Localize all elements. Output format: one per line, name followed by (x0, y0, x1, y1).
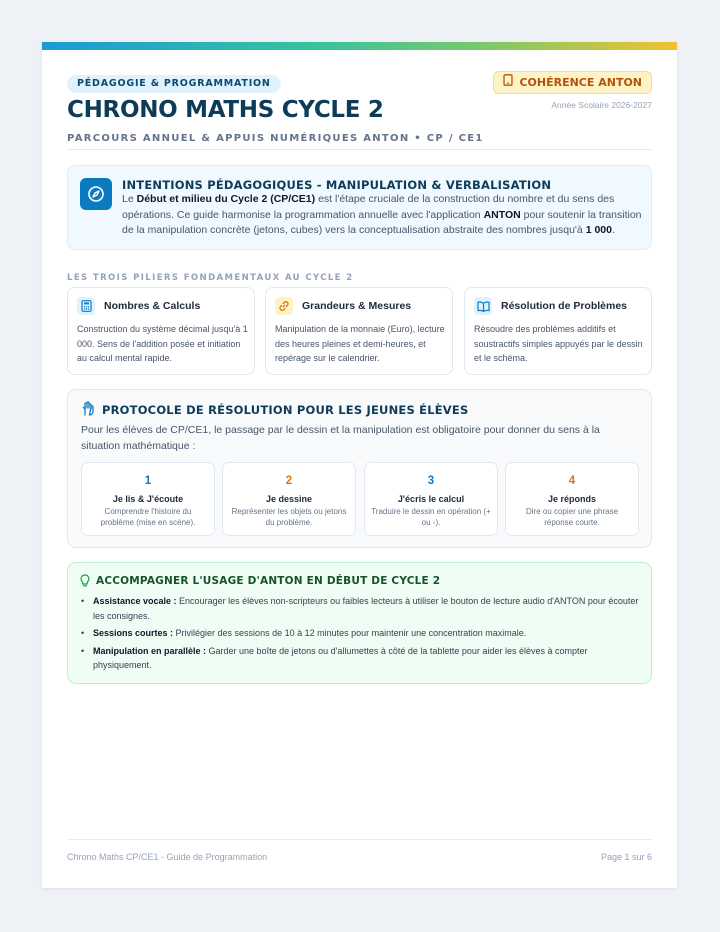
tablet-icon (503, 72, 513, 93)
protocol-title: PROTOCOLE DE RÉSOLUTION POUR LES JEUNES ÉLÈVES (102, 403, 469, 417)
protocol-box (67, 389, 652, 548)
page-header (67, 50, 652, 150)
step-number: 1 (144, 475, 152, 487)
usage-title: ACCOMPAGNER L'USAGE D'ANTON EN DÉBUT DE CYCLE 2 (96, 575, 441, 587)
step-title: J'écris le calcul (397, 494, 465, 504)
pillar-card-measures (265, 287, 453, 375)
step-card-3 (364, 462, 498, 536)
step-text: Représenter les objets ou jetons du problème. (231, 507, 347, 527)
page-title: CHRONO MATHS CYCLE 2 (67, 97, 384, 123)
pillar-card-numbers (67, 287, 255, 375)
school-year: Année Scolaire 2026-2027 (551, 100, 652, 110)
footer-doc-title: Chrono Maths CP/CE1 - Guide de Programmation (67, 852, 268, 862)
step-number: 2 (285, 475, 293, 487)
pillar-title: Nombres & Calculs (104, 300, 201, 312)
pillar-text: Manipulation de la monnaie (Euro), lecture des heures pleines et demi-heures, et repérage sur le calendrier. (275, 324, 445, 363)
step-card-4 (505, 462, 639, 536)
intentions-title: INTENTIONS PÉDAGOGIQUES - MANIPULATION & VERBALISATION (122, 178, 552, 192)
document-page (42, 42, 677, 888)
usage-list (81, 594, 641, 676)
step-card-2 (222, 462, 356, 536)
pillars-section-label: LES TROIS PILIERS FONDAMENTAUX AU CYCLE 2 (67, 273, 354, 283)
intentions-text: Le Début et milieu du Cycle 2 (CP/CE1) est l'étape cruciale de la construction du nombre et du sens des opérations. Ce guide harmonise la programmation annuelle avec l'application ANTON pour soutenir la transition de la manipulation concrète (jetons, cubes) vers la conceptualisation abstraite des nombres jusqu'à 1 000. (122, 193, 642, 236)
lightbulb-icon (80, 574, 90, 593)
page-footer (67, 839, 652, 869)
page-number: Page 1 sur 6 (600, 852, 652, 862)
gradient-top-bar (42, 42, 677, 50)
pillar-text: Résoudre des problèmes additifs et soustractifs simples appuyés par le dessin et le schéma. (474, 324, 643, 363)
coherence-badge-label: COHÉRENCE ANTON (519, 76, 642, 89)
intentions-box (67, 165, 652, 250)
list-item: • Manipulation en parallèle : Garder une boîte de jetons ou d'allumettes à côté de la tablette pour aider les élèves à compter physiquement. (81, 644, 641, 673)
pillar-title: Grandeurs & Mesures (302, 300, 412, 312)
book-icon (474, 297, 492, 315)
coherence-badge (493, 71, 652, 94)
step-text: Traduire le dessin en opération (+ ou -). (371, 507, 491, 527)
compass-icon (80, 178, 112, 210)
page-content (67, 50, 652, 862)
step-number: 3 (427, 475, 435, 487)
pillar-card-problems (464, 287, 652, 375)
step-title: Je lis & J'écoute (112, 494, 184, 504)
pillar-title: Résolution de Problèmes (501, 300, 628, 312)
page-subtitle: PARCOURS ANNUEL & APPUIS NUMÉRIQUES ANTON • CP / CE1 (67, 133, 484, 144)
category-badge: PÉDAGOGIE & PROGRAMMATION (67, 75, 281, 93)
pillar-text: Construction du système décimal jusqu'à 1 000. Sens de l'addition posée et initiation au calcul mental rapide. (77, 324, 248, 363)
protocol-text: Pour les élèves de CP/CE1, le passage par le dessin et la manipulation est obligatoire pour donner du sens à la situation mathématique : (81, 424, 600, 452)
step-number: 4 (568, 475, 576, 487)
usage-box (67, 562, 652, 684)
link-icon (275, 297, 293, 315)
list-item: • Sessions courtes : Privilégier des sessions de 10 à 12 minutes pour maintenir une concentration maximale. (81, 626, 641, 641)
step-text: Dire ou copier une phrase réponse courte. (525, 507, 619, 527)
list-item: • Assistance vocale : Encourager les élèves non-scripteurs ou faibles lecteurs à utiliser le bouton de lecture audio d'ANTON pour écouter les consignes. (81, 594, 641, 623)
hand-icon (80, 401, 96, 422)
step-title: Je réponds (547, 494, 596, 504)
calculator-icon (77, 297, 95, 315)
step-title: Je dessine (265, 494, 313, 504)
step-text: Comprendre l'histoire du problème (mise en scène). (100, 507, 196, 527)
step-card-1 (81, 462, 215, 536)
